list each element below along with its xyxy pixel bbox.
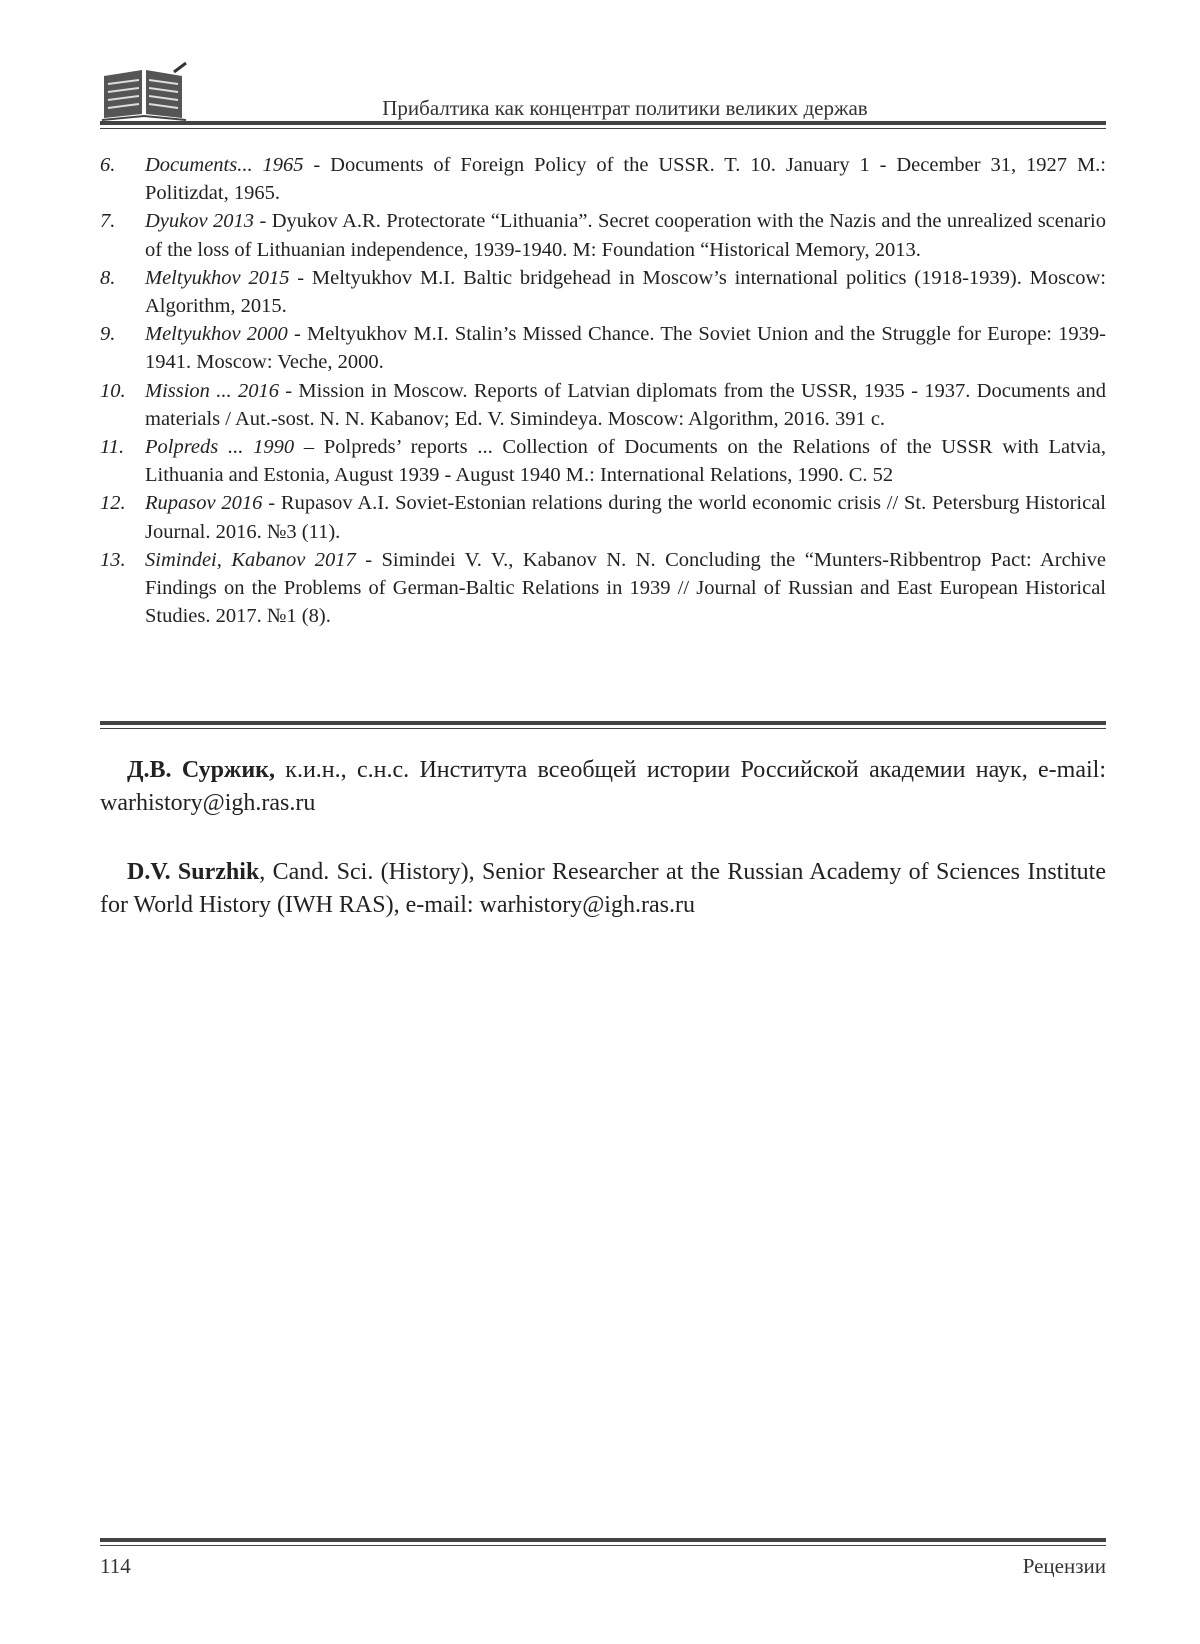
header-rule-thick bbox=[100, 121, 1106, 125]
section-rule-thin bbox=[100, 728, 1106, 729]
reference-text: - Mission in Moscow. Reports of Latvian diplomats from the USSR, 1935 - 1937. Documents and materials / Aut.-sost. N. N. Kabanov; Ed. V. Simindeya. Moscow: Algorithm, 2016. 391 c. bbox=[145, 379, 1106, 430]
reference-number: 12. bbox=[100, 492, 126, 515]
page-number: 114 bbox=[100, 1554, 131, 1578]
reference-number: 6. bbox=[100, 154, 116, 176]
section-name: Рецензии bbox=[1022, 1554, 1106, 1578]
reference-item bbox=[100, 546, 1106, 631]
reference-item bbox=[100, 264, 1106, 320]
reference-key: Documents... 1965 bbox=[145, 154, 304, 176]
author-name: Д.В. Суржик, bbox=[127, 757, 275, 783]
reference-key: Rupasov 2016 bbox=[145, 492, 263, 515]
reference-item bbox=[100, 489, 1106, 545]
reference-number: 7. bbox=[100, 210, 116, 233]
book-pen-icon bbox=[100, 62, 190, 124]
reference-number: 10. bbox=[100, 379, 126, 402]
reference-item bbox=[100, 207, 1106, 263]
reference-key: Polpreds ... 1990 bbox=[145, 436, 295, 459]
reference-item bbox=[100, 377, 1106, 433]
reference-item bbox=[100, 433, 1106, 489]
section-rule-thick bbox=[100, 721, 1106, 725]
reference-number: 13. bbox=[100, 548, 126, 571]
reference-number: 11. bbox=[100, 436, 125, 459]
reference-key: Simindei, Kabanov 2017 bbox=[145, 548, 356, 571]
reference-text: - Meltyukhov M.I. Baltic bridgehead in Moscow’s international politics (1918-1939). Moscow: Algorithm, 2015. bbox=[145, 266, 1106, 318]
reference-number: 8. bbox=[100, 266, 116, 289]
reference-text: - Meltyukhov M.I. Stalin’s Missed Chance. The Soviet Union and the Struggle for Europe: 1939-1941. Moscow: Veche, 2000. bbox=[145, 323, 1106, 374]
author-bio-en bbox=[100, 856, 1106, 922]
reference-key: Dyukov 2013 bbox=[145, 210, 255, 233]
header-rule-thin bbox=[100, 128, 1106, 129]
reference-text: - Simindei V. V., Kabanov N. N. Concluding the “Munters-Ribbentrop Pact: Archive Findings on the Problems of German-Baltic Relations in 1939 // Journal of Russian and East European Historical Studies. 2017. №1 (8). bbox=[145, 548, 1106, 628]
reference-text: - Dyukov A.R. Protectorate “Lithuania”. Secret cooperation with the Nazis and the unrealized scenario of the loss of Lithuanian independence, 1939-1940. M: Foundation “Historical Memory, 2013. bbox=[145, 210, 1106, 261]
reference-key: Meltyukhov 2015 bbox=[145, 266, 290, 289]
running-header-title: Прибалтика как концентрат политики великих держав bbox=[382, 96, 868, 120]
author-name: D.V. Surzhik bbox=[127, 859, 260, 885]
reference-list bbox=[100, 151, 1106, 630]
author-details: к.и.н., с.н.с. Института всеобщей истории Российской академии наук, e-mail: warhistory@igh.ras.ru bbox=[100, 757, 1106, 816]
author-bio-ru bbox=[100, 754, 1106, 820]
reference-key: Mission ... 2016 bbox=[145, 379, 279, 402]
footer-rule-thin bbox=[100, 1545, 1106, 1546]
reference-text: - Rupasov A.I. Soviet-Estonian relations during the world economic crisis // St. Petersburg Historical Journal. 2016. №3 (11). bbox=[145, 492, 1107, 543]
reference-key: Meltyukhov 2000 bbox=[145, 323, 288, 346]
reference-text: - Documents of Foreign Policy of the USSR. T. 10. January 1 - December 31, 1927 M.: Politizdat, 1965. bbox=[145, 154, 1106, 205]
reference-item bbox=[100, 320, 1106, 376]
footer-rule-thick bbox=[100, 1538, 1106, 1542]
reference-number: 9. bbox=[100, 323, 116, 346]
reference-item bbox=[100, 151, 1106, 207]
reference-text: – Polpreds’ reports ... Collection of Documents on the Relations of the USSR with Latvia, Lithuania and Estonia, August 1939 - August 1940 M.: International Relations, 1990. C. 52 bbox=[145, 436, 1106, 487]
author-details: , Cand. Sci. (History), Senior Researcher at the Russian Academy of Sciences Institute for World History (IWH RAS), e-mail: warhistory@igh.ras.ru bbox=[100, 859, 1106, 918]
